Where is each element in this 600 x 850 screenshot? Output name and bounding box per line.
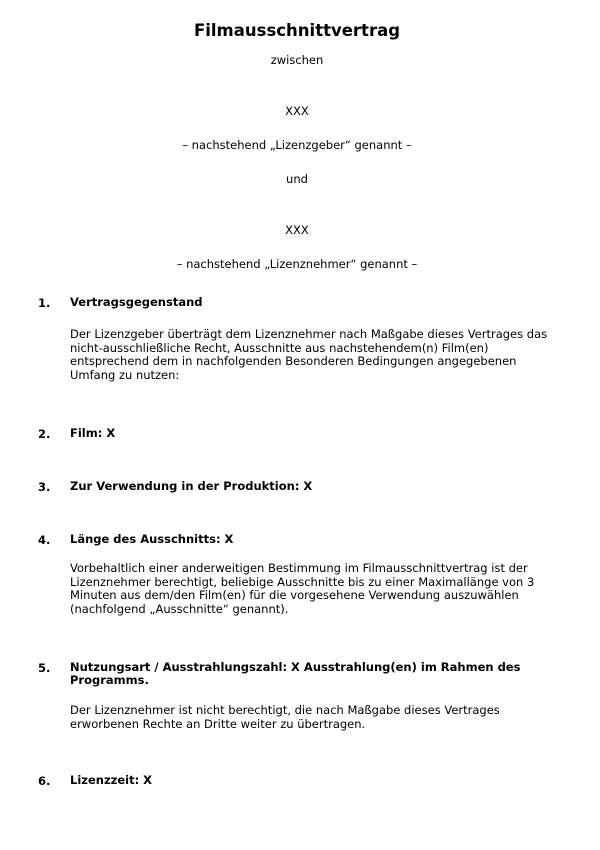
body-line: erworbenen Rechte an Dritte weiter zu übertragen. — [70, 716, 366, 731]
section-number: 5. — [38, 661, 51, 675]
party2-role: – nachstehend „Lizenznehmer“ genannt – — [176, 257, 418, 271]
section-heading: Film: X — [70, 426, 116, 440]
section-number: 6. — [38, 774, 51, 788]
heading-line: Nutzungsart / Ausstrahlungszahl: X Ausstrahlung(en) im Rahmen des — [70, 660, 521, 674]
section-body — [70, 328, 560, 382]
party2-name: XXX — [285, 223, 309, 237]
section-number: 2. — [38, 427, 51, 441]
between-label: zwischen — [270, 53, 324, 67]
body-line: Lizenznehmer berechtigt, beliebige Ausschnitte bis zu einer Maximallänge von 3 — [70, 574, 535, 589]
body-line: entsprechend dem in nachfolgenden Besonderen Bedingungen angegebenen — [70, 354, 517, 369]
party1-name: XXX — [285, 104, 309, 118]
section-heading: Lizenzzeit: X — [70, 773, 153, 787]
section-heading — [70, 661, 540, 687]
section-body — [70, 562, 560, 616]
body-line: Umfang zu nutzen: — [70, 367, 180, 382]
section-heading: Vertragsgegenstand — [70, 295, 203, 309]
and-label: und — [286, 172, 308, 186]
section-body — [70, 704, 560, 731]
body-line: Der Lizenznehmer ist nicht berechtigt, die nach Maßgabe dieses Vertrages — [70, 703, 500, 717]
body-line: (nachfolgend „Ausschnitte“ genannt). — [70, 601, 289, 616]
section-number: 4. — [38, 533, 51, 547]
section-number: 1. — [38, 296, 51, 310]
document-title: Filmausschnittvertrag — [193, 21, 401, 40]
section-heading: Länge des Ausschnitts: X — [70, 532, 234, 546]
heading-line: Programms. — [70, 673, 149, 687]
body-line: nicht-ausschließliche Recht, Ausschnitte aus nachstehendem(n) Film(en) — [70, 340, 489, 355]
section-heading: Zur Verwendung in der Produktion: X — [70, 479, 313, 493]
section-number: 3. — [38, 480, 51, 494]
body-line: Minuten aus dem/den Film(en) für die vorgesehene Verwendung auszuwählen — [70, 588, 519, 603]
body-line: Vorbehaltlich einer anderweitigen Bestimmung im Filmausschnittvertrag ist der — [70, 561, 528, 575]
party1-role: – nachstehend „Lizenzgeber“ genannt – — [182, 138, 412, 152]
body-line: Der Lizenzgeber überträgt dem Lizenznehmer nach Maßgabe dieses Vertrages das — [70, 327, 548, 341]
